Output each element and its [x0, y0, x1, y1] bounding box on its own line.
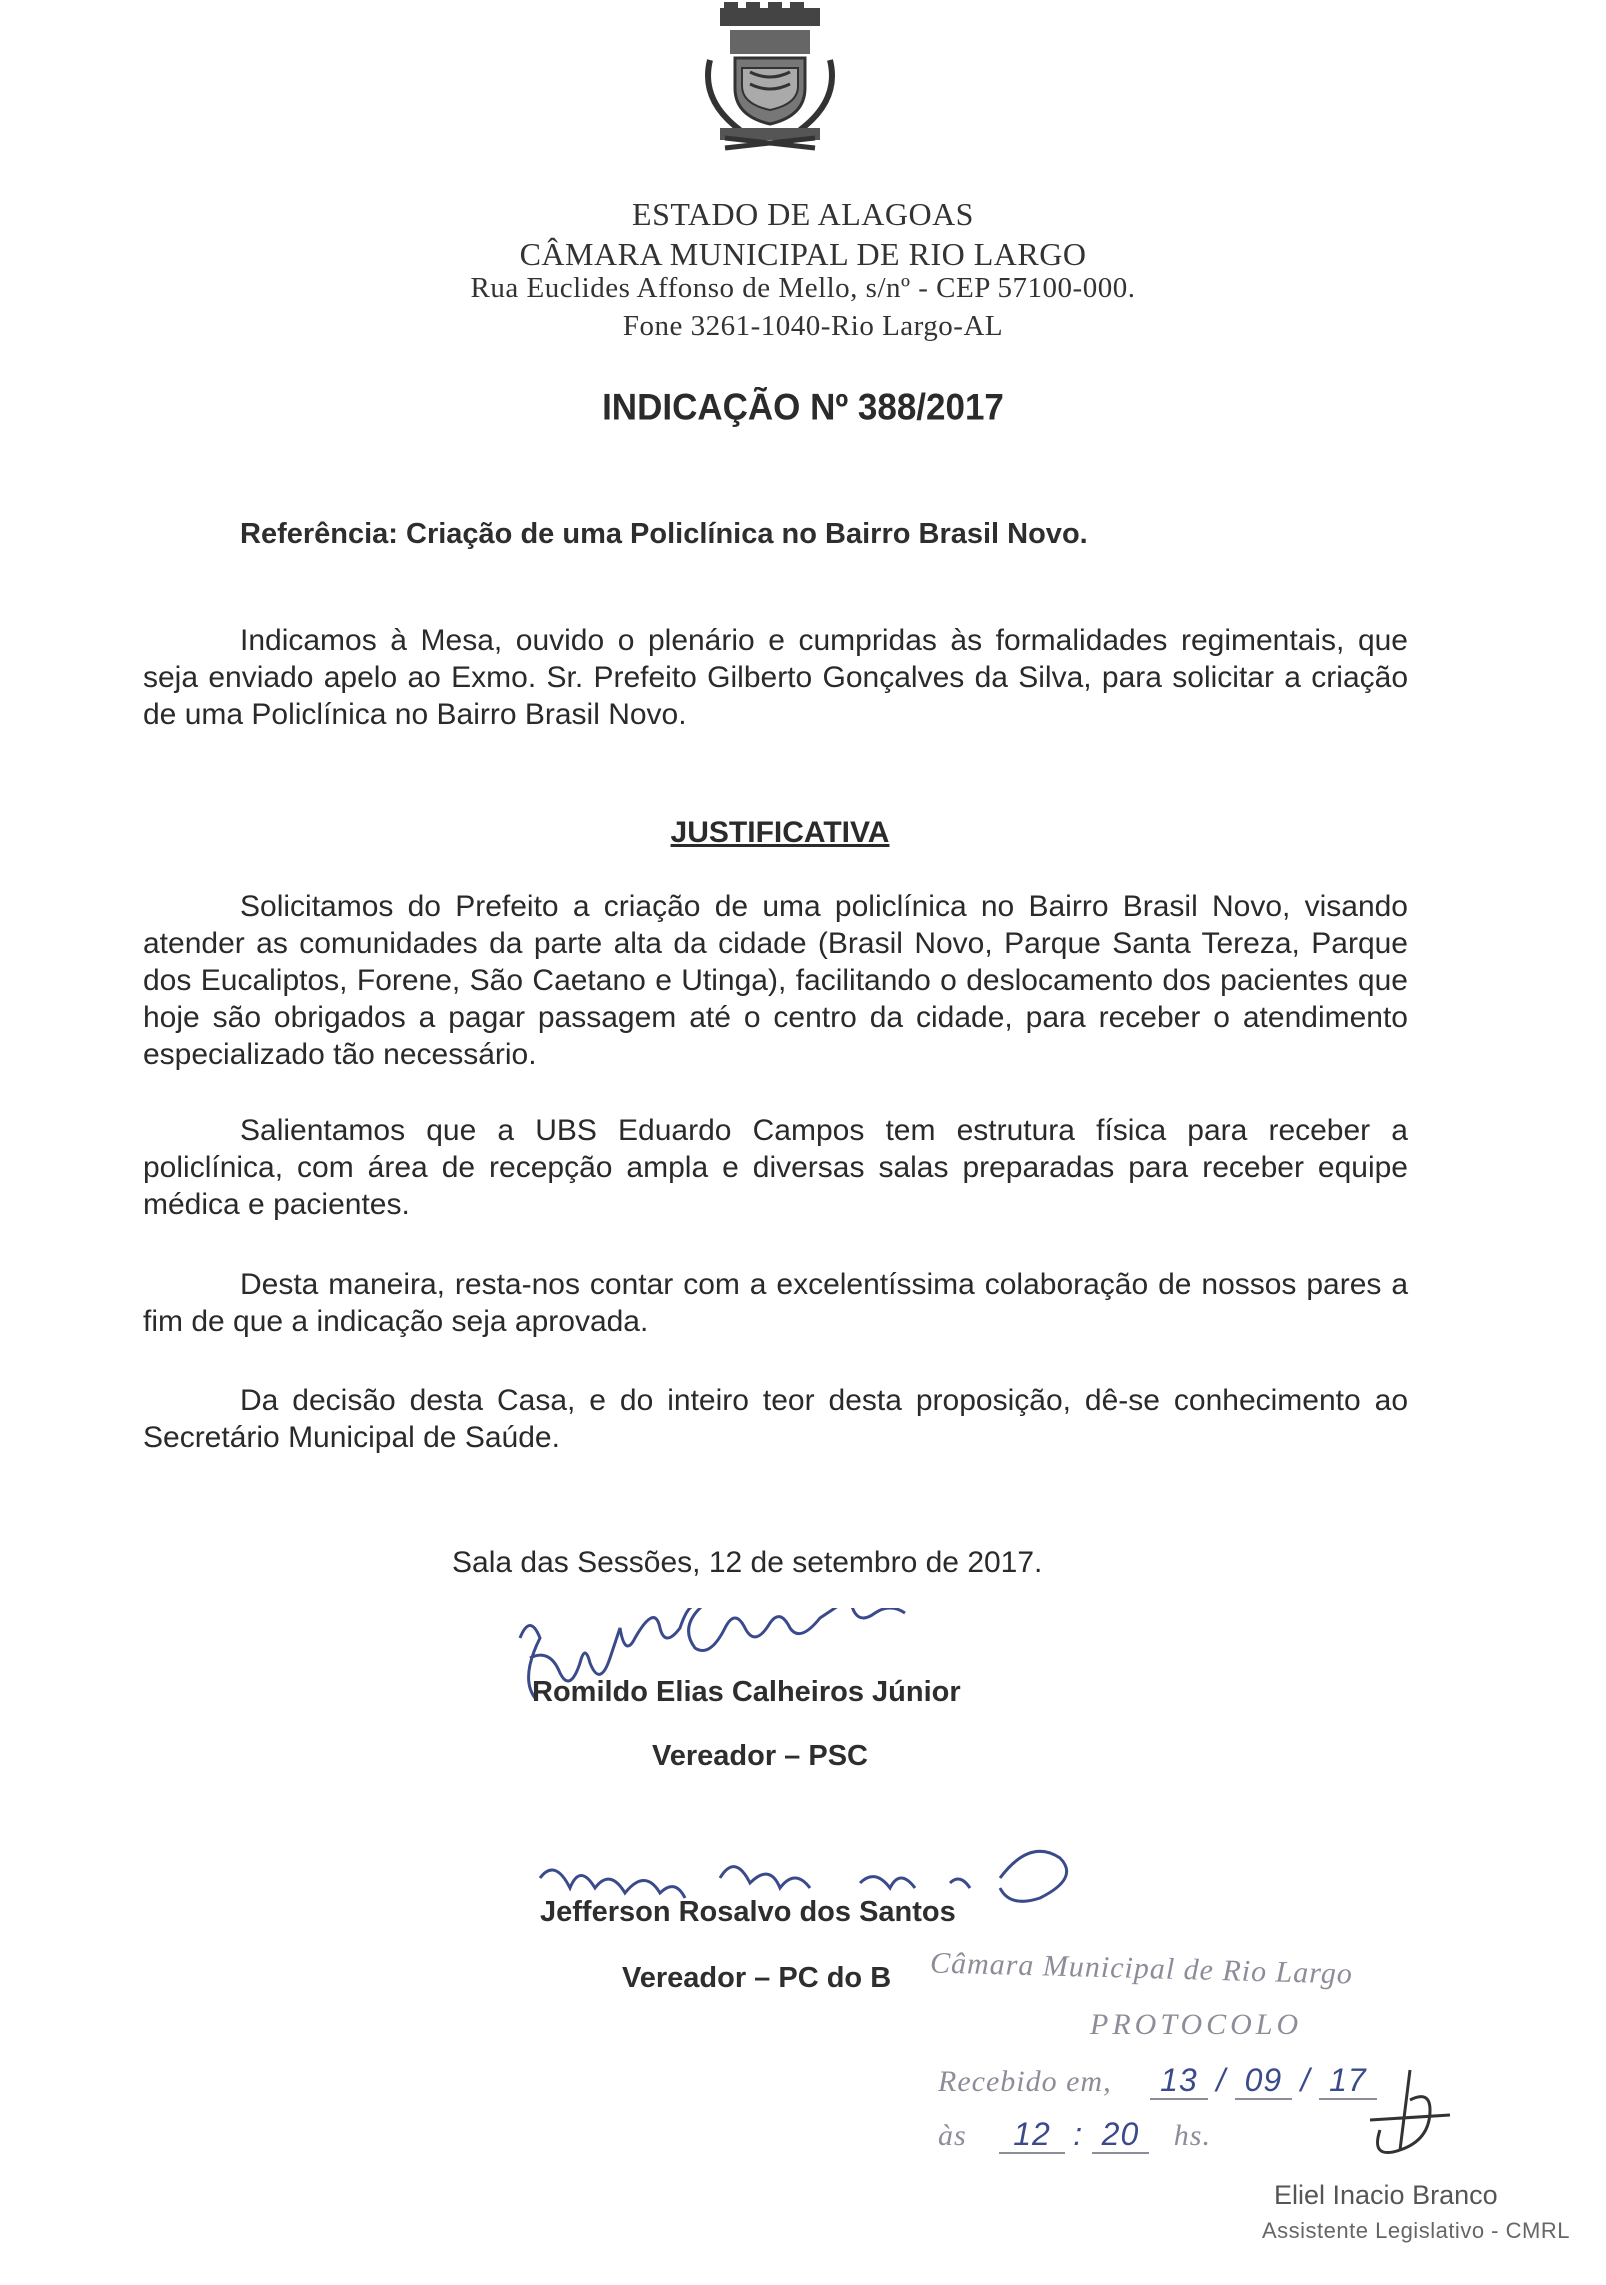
stamp-received-label: Recebido em, [938, 2065, 1112, 2098]
receiver-role: Assistente Legislativo - CMRL [1262, 2218, 1570, 2243]
justification-paragraph-2 [143, 1112, 1408, 1223]
signer-role-2: Vereador – PC do B [622, 1962, 892, 1994]
stamp-hours-label: hs. [1173, 2119, 1211, 2152]
justification-paragraph-3 [143, 1266, 1408, 1340]
intro-paragraph [143, 622, 1408, 733]
receiver-initials-signature [1350, 2060, 1460, 2180]
stamp-time-row: às 12 : 20 hs. [938, 2116, 1211, 2152]
stamp-chamber-name: Câmara Municipal de Rio Largo [929, 1946, 1354, 1991]
stamp-received-row: Recebido em, 13 / 09 / 17 [938, 2062, 1377, 2099]
document-title: INDICAÇÃO Nº 388/2017 [602, 387, 1004, 428]
receiver-name: Eliel Inacio Branco [1274, 2180, 1498, 2210]
signer-name-2: Jefferson Rosalvo dos Santos [540, 1896, 956, 1928]
header-phone: Fone 3261-1040-Rio Largo-AL [622, 310, 1004, 342]
justification-text: Da decisão desta Casa, e do inteiro teor desta proposição, dê-se conhecimento ao Secretário Municipal de Saúde. [143, 1384, 1408, 1454]
header-address: Rua Euclides Affonso de Mello, s/nº - CEP 57100-000. [470, 272, 1136, 304]
justification-paragraph-4 [143, 1382, 1408, 1456]
stamp-month: 09 [1235, 2062, 1293, 2100]
justification-text: Salientamos que a UBS Eduardo Campos tem estrutura física para receber a policlínica, com área de recepção ampla e diversas salas preparadas para receber equipe médica e pacientes. [143, 1114, 1408, 1221]
header-state: ESTADO DE ALAGOAS [632, 196, 974, 232]
document-reference: Referência: Criação de uma Policlínica no Bairro Brasil Novo. [240, 518, 1088, 550]
stamp-at-label: às [938, 2119, 967, 2152]
justification-paragraph-1 [143, 888, 1408, 1073]
municipal-crest-icon [690, 0, 850, 160]
justification-text: Desta maneira, resta-nos contar com a excelentíssima colaboração de nossos pares a fim de que a indicação seja aprovada. [143, 1268, 1408, 1338]
stamp-year: 17 [1319, 2062, 1377, 2100]
intro-text: Indicamos à Mesa, ouvido o plenário e cumpridas às formalidades regimentais, que seja enviado apelo ao Exmo. Sr. Prefeito Gilberto Gonçalves da Silva, para solicitar a criação de uma Policlínica no Bairro Brasil Novo. [143, 624, 1408, 731]
stamp-day: 13 [1150, 2062, 1208, 2100]
signer-name-1: Romildo Elias Calheiros Júnior [532, 1676, 961, 1708]
signer-role-1: Vereador – PSC [652, 1740, 868, 1772]
session-date: Sala das Sessões, 12 de setembro de 2017. [452, 1546, 1043, 1579]
stamp-protocol: PROTOCOLO [1090, 2008, 1303, 2041]
stamp-hour: 12 [999, 2116, 1065, 2154]
justification-title: JUSTIFICATIVA [670, 816, 890, 849]
stamp-minute: 20 [1092, 2116, 1150, 2154]
header-chamber: CÂMARA MUNICIPAL DE RIO LARGO [519, 236, 1087, 272]
justification-text: Solicitamos do Prefeito a criação de uma policlínica no Bairro Brasil Novo, visando atender as comunidades da parte alta da cidade (Brasil Novo, Parque Santa Tereza, Parque dos Eucaliptos, Forene, São Caetano e Utinga), facilitando o deslocamento dos pacientes que hoje são obrigados a pagar passagem até o centro da cidade, para receber o atendimento especializado tão necessário. [143, 890, 1408, 1071]
